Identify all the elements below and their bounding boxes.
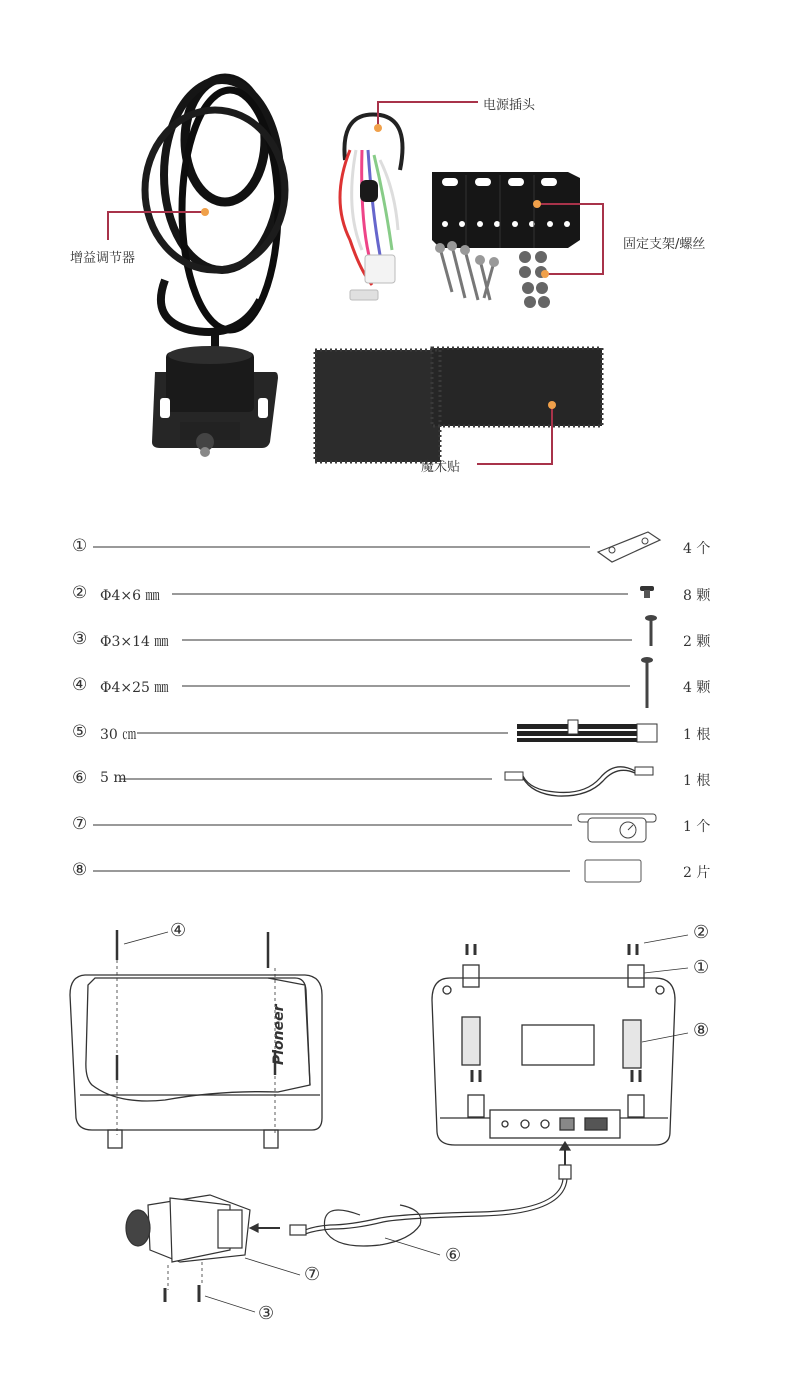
part-5-qty: 1 根	[683, 727, 711, 743]
part-3-spec: Φ3×14 ㎜	[100, 634, 169, 650]
part-5-spec: 30 ㎝	[100, 727, 137, 743]
controller-connection	[126, 1142, 571, 1312]
part-5-index: ⑤	[72, 722, 88, 742]
diagram-label-4: ④	[170, 920, 187, 941]
diagram-label-3: ③	[258, 1303, 275, 1324]
callout-power-plug: 电源插头	[483, 98, 536, 113]
part-6-index: ⑥	[72, 768, 88, 788]
part-4-qty: 4 颗	[683, 680, 711, 696]
part-6-qty: 1 根	[683, 773, 711, 789]
callout-gain-controller: 增益调节器	[70, 251, 136, 266]
part-6-spec: 5 m	[100, 770, 127, 786]
part-4-spec: Φ4×25 ㎜	[100, 680, 169, 696]
part-8-index: ⑧	[72, 860, 88, 880]
part-8-qty: 2 片	[683, 865, 711, 881]
part-7-qty: 1 个	[683, 819, 711, 835]
diagram-label-1: ①	[693, 957, 710, 978]
part-1-qty: 4 个	[683, 541, 711, 557]
part-2-index: ②	[72, 583, 88, 603]
part-1-index: ①	[72, 536, 88, 556]
part-2-qty: 8 颗	[683, 588, 711, 604]
part-3-index: ③	[72, 629, 88, 649]
diagram-label-8: ⑧	[693, 1020, 710, 1041]
diagram-label-6: ⑥	[445, 1245, 462, 1266]
diagram-label-7: ⑦	[304, 1264, 321, 1285]
part-4-index: ④	[72, 675, 88, 695]
part-3-qty: 2 颗	[683, 634, 711, 650]
amplifier-bottom-view	[432, 935, 688, 1145]
pioneer-logo: Pioneer	[271, 1004, 287, 1065]
part-7-index: ⑦	[72, 814, 88, 834]
callout-bracket-screws: 固定支架/螺丝	[623, 237, 706, 252]
part-2-spec: Φ4×6 ㎜	[100, 588, 160, 604]
diagram-label-2: ②	[693, 922, 710, 943]
callout-velcro: 魔术贴	[421, 460, 461, 475]
